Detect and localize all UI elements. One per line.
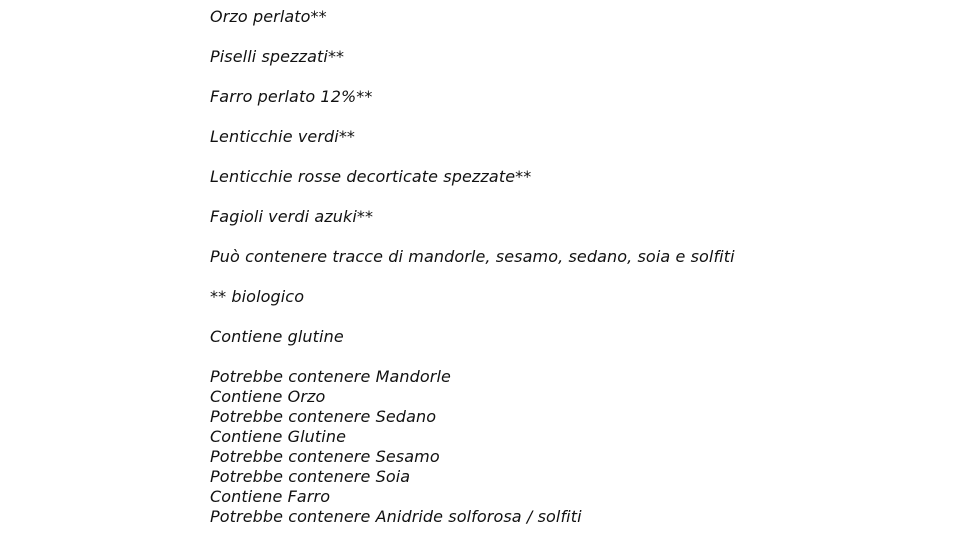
ingredient-line: Lenticchie verdi** (210, 127, 356, 146)
allergen-line: Contiene Glutine (210, 427, 347, 446)
ingredient-line: Orzo perlato** (210, 7, 327, 26)
allergen-line: Potrebbe contenere Soia (210, 467, 411, 486)
ingredient-line: Farro perlato 12%** (210, 87, 373, 106)
ingredient-line: Piselli spezzati** (210, 47, 345, 66)
allergen-line: Potrebbe contenere Mandorle (210, 367, 451, 386)
allergen-line: Potrebbe contenere Sesamo (210, 447, 440, 466)
allergen-line: Contiene Farro (210, 487, 331, 506)
gluten-note: Contiene glutine (210, 327, 344, 346)
allergen-line: Potrebbe contenere Anidride solforosa / solfiti (210, 507, 582, 526)
allergen-line: Potrebbe contenere Sedano (210, 407, 437, 426)
ingredient-label-document (210, 0, 950, 540)
allergen-line: Contiene Orzo (210, 387, 326, 406)
traces-note: Può contenere tracce di mandorle, sesamo, sedano, soia e solfiti (210, 247, 735, 266)
organic-note: ** biologico (210, 287, 305, 306)
ingredient-line: Lenticchie rosse decorticate spezzate** (210, 167, 532, 186)
ingredient-line: Fagioli verdi azuki** (210, 207, 374, 226)
